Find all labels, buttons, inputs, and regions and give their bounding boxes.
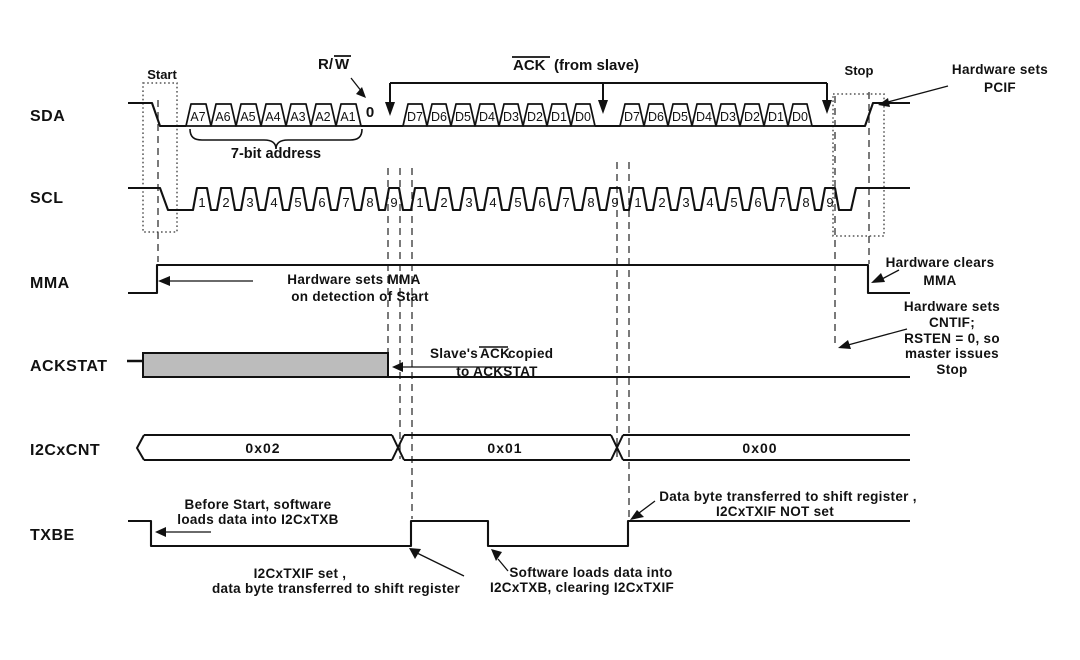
cntif-annotation — [838, 299, 1000, 377]
ack-label: ACK — [513, 57, 546, 74]
mma-clear-text-line1: Hardware clears — [885, 255, 995, 270]
clock-number: 2 — [222, 195, 230, 210]
mma-trace — [128, 265, 910, 293]
data-bit: D0 — [575, 110, 591, 124]
cntif-text-line5: Stop — [936, 362, 968, 377]
i2cxcnt-value-2: 0x01 — [487, 440, 523, 456]
pcif-annotation — [878, 62, 1048, 107]
mma-set-text-line1: Hardware sets MMA — [287, 272, 421, 287]
clock-number: 8 — [366, 195, 374, 210]
sw-loads-arrow-head — [491, 549, 502, 561]
start-label: Start — [147, 67, 177, 82]
txif-set-text-line2: data byte transferred to shift register — [211, 581, 461, 596]
cntif-text-line4: master issues — [905, 346, 999, 361]
data-bit: D6 — [648, 110, 664, 124]
clock-number: 8 — [587, 195, 595, 210]
txif-set-arrow-line — [417, 553, 464, 576]
scl-clock-numbers-byte2 — [416, 195, 618, 210]
data-bit: D7 — [624, 110, 640, 124]
address-bit: A2 — [315, 110, 331, 124]
data-bit: D0 — [792, 110, 808, 124]
cntif-text-line1: Hardware sets — [903, 299, 1001, 314]
data-bit: D6 — [431, 110, 447, 124]
data-bit: D5 — [672, 110, 688, 124]
ack-arrow-head — [385, 102, 395, 116]
pcif-text-line2: PCIF — [984, 80, 1016, 95]
data-bit: D2 — [744, 110, 760, 124]
txbe-waveform — [128, 489, 917, 596]
ackstat-waveform — [127, 346, 910, 379]
clock-number: 7 — [778, 195, 786, 210]
mma-clear-text-line2: MMA — [923, 273, 957, 288]
scl-label: SCL — [30, 190, 64, 207]
before-start-text-line1: Before Start, software — [184, 497, 332, 512]
address-bit: A5 — [240, 110, 256, 124]
clock-number: 3 — [682, 195, 690, 210]
clock-number: 4 — [706, 195, 714, 210]
clock-number: 6 — [754, 195, 762, 210]
pcif-text-line1: Hardware sets — [951, 62, 1049, 77]
i2cxcnt-value-1: 0x02 — [245, 440, 281, 456]
clock-number: 5 — [294, 195, 302, 210]
ackstat-copy-text-pre: Slave's — [430, 346, 479, 361]
clock-number: 1 — [634, 195, 642, 210]
data-bit: D1 — [551, 110, 567, 124]
scl-clock-numbers-byte3 — [634, 195, 833, 210]
clock-number: 9 — [390, 195, 398, 210]
ackstat-copy-text-ack: ACK — [480, 346, 511, 361]
ackstat-label: ACKSTAT — [30, 358, 108, 375]
sda-data-byte2-cells — [620, 104, 812, 126]
ack-label-rest: (from slave) — [554, 57, 640, 74]
clock-number: 1 — [198, 195, 206, 210]
pcif-arrow-line — [888, 86, 948, 102]
stop-condition-box — [833, 94, 884, 236]
ackstat-copy-text-line2: to ACKSTAT — [456, 364, 538, 379]
clock-number: 2 — [658, 195, 666, 210]
sw-loads-text-line1: Software loads data into — [509, 565, 673, 580]
rw-label-prefix: R/ — [318, 56, 333, 73]
scl-waveform — [128, 188, 910, 210]
data-bit: D4 — [696, 110, 712, 124]
txif-set-text-line1: I2CxTXIF set , — [253, 566, 347, 581]
mma-set-arrow-head — [158, 276, 170, 286]
sda-address-cells — [186, 104, 361, 126]
address-bit: A3 — [290, 110, 306, 124]
clock-number: 2 — [440, 195, 448, 210]
clock-number: 3 — [246, 195, 254, 210]
data-bit: D2 — [527, 110, 543, 124]
sw-loads-arrow-line — [498, 559, 508, 571]
address-bit: A7 — [190, 110, 206, 124]
cntif-arrow-line — [848, 329, 907, 345]
clock-number: 7 — [562, 195, 570, 210]
mma-clear-arrow-head — [871, 273, 885, 283]
clock-number: 6 — [318, 195, 326, 210]
cntif-text-line3: RSTEN = 0, so — [904, 331, 1000, 346]
address-bit: A1 — [340, 110, 356, 124]
rw-label-w: W — [335, 56, 350, 73]
write-bit-label: 0 — [365, 104, 375, 121]
signal-labels — [30, 108, 108, 544]
address-bit: A4 — [265, 110, 281, 124]
ack-arrow-head — [598, 100, 608, 114]
data-bit: D4 — [479, 110, 495, 124]
clock-number: 9 — [611, 195, 619, 210]
ack-annotation — [385, 57, 832, 116]
clock-number: 5 — [514, 195, 522, 210]
data-bit: D1 — [768, 110, 784, 124]
data-bit: D5 — [455, 110, 471, 124]
clock-number: 9 — [826, 195, 834, 210]
data-bit: D7 — [407, 110, 423, 124]
clock-number: 5 — [730, 195, 738, 210]
before-start-text-line2: loads data into I2CxTXB — [177, 512, 339, 527]
sw-loads-text-line2: I2CxTXB, clearing I2CxTXIF — [489, 580, 675, 595]
rw-arrow-head — [356, 87, 366, 98]
ack-arrow-head — [822, 100, 832, 114]
transferred-text-line1: Data byte transferred to shift register , — [659, 489, 917, 504]
clock-number: 4 — [489, 195, 497, 210]
sda-label: SDA — [30, 108, 66, 125]
ackstat-unknown-box — [143, 353, 388, 377]
txbe-label: TXBE — [30, 527, 75, 544]
sda-waveform — [128, 103, 910, 126]
stop-label: Stop — [844, 63, 874, 78]
data-bit: D3 — [503, 110, 519, 124]
transferred-text-line2: I2CxTXIF NOT set — [715, 504, 835, 519]
cntif-arrow-head — [838, 340, 851, 349]
clock-number: 6 — [538, 195, 546, 210]
sda-start-segment — [128, 103, 186, 126]
mma-label: MMA — [30, 275, 70, 292]
sda-data-byte1-cells — [403, 104, 595, 126]
clock-number: 7 — [342, 195, 350, 210]
i2cxcnt-left-end — [137, 435, 144, 460]
clock-number: 1 — [416, 195, 424, 210]
address-brace-label: 7-bit address — [230, 146, 322, 162]
i2cxcnt-value-3: 0x00 — [742, 440, 778, 456]
i2cxcnt-transition-1 — [392, 435, 404, 460]
clock-number: 8 — [802, 195, 810, 210]
before-start-arrow-head — [155, 527, 166, 537]
cntif-text-line2: CNTIF; — [928, 315, 976, 330]
i2cxcnt-label: I2CxCNT — [30, 442, 101, 459]
ackstat-arrow-head — [392, 362, 403, 372]
mma-set-text-line2: on detection of Start — [291, 289, 429, 304]
mma-waveform — [128, 255, 994, 304]
clock-number: 3 — [465, 195, 473, 210]
data-bit: D3 — [720, 110, 736, 124]
rw-annotation — [318, 56, 366, 98]
i2cxcnt-bus — [137, 435, 910, 460]
clock-number: 4 — [270, 195, 278, 210]
ackstat-copy-text-post: copied — [508, 346, 554, 361]
mma-clear-arrow-line — [882, 270, 899, 279]
address-bit: A6 — [215, 110, 231, 124]
transferred-arrow-line — [639, 501, 655, 513]
scl-clock-numbers-byte1 — [198, 195, 397, 210]
